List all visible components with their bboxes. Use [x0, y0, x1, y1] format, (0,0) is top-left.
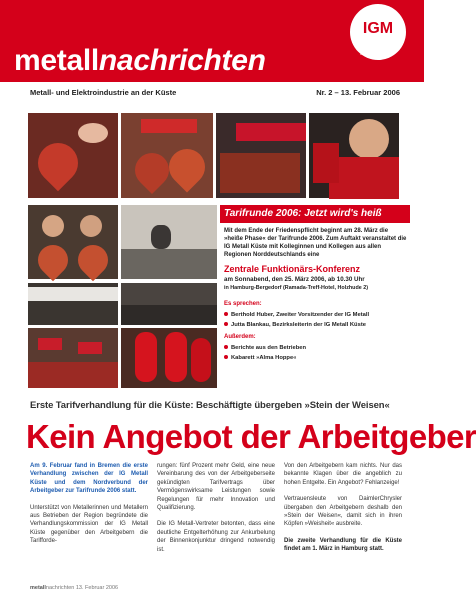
- article-paragraph: Vertrauensleute von DaimlerChrysler übergaben den Arbeitgebern deshalb den »Stein der Weisen«, damit sich in ihren Köpfen »Weisheit« ausbreite.: [284, 496, 402, 528]
- igmetall-logo: [348, 2, 410, 68]
- subline: [30, 88, 400, 97]
- photo-shape: [80, 215, 102, 237]
- article-kicker: Erste Tarifverhandlung für die Küste: Beschäftigte übergeben »Stein der Weisen«: [30, 400, 390, 411]
- photo-workers-hearts: [121, 113, 213, 198]
- photo-workers-caps: [28, 328, 118, 388]
- issue-number: Nr. 2 – 13. Februar 2006: [316, 88, 400, 97]
- photo-shape: [329, 157, 399, 199]
- photo-shape: [38, 338, 62, 350]
- infobox-lead: Mit dem Ende der Friedenspflicht beginnt am 28. März die »heiße Phase« der Tarifrunde 2006. Zum Auftakt veranstaltet die IG Metall Küste mit Kolleginnen und Kollegen aus allen Regionen Norddeutschlands eine: [224, 228, 407, 258]
- next-negotiation-note: Die zweite Verhandlung für die Küste findet am 1. März in Hamburg statt.: [284, 537, 402, 553]
- photo-shape: [162, 142, 213, 193]
- footer-text: nachrichten 13. Februar 2006: [45, 585, 119, 591]
- bezirk-line1: Bezirk: [360, 42, 380, 49]
- speaker-item: [224, 311, 408, 319]
- masthead-title: [14, 44, 266, 78]
- photo-gingerbread-hearts: [28, 113, 118, 198]
- photo-shape: [313, 143, 339, 183]
- photo-shape: [28, 362, 118, 388]
- photo-shape: [28, 287, 118, 301]
- infobox-banner: Tarifrunde 2006: Jetzt wird's heiß: [220, 205, 410, 223]
- photo-woman-red-jacket: [309, 113, 399, 198]
- photo-shape: [72, 239, 114, 281]
- photo-shape: [220, 153, 300, 193]
- bullet-icon: [224, 355, 228, 359]
- article-column-2: [157, 462, 275, 562]
- bezirk-label: [360, 42, 420, 58]
- photo-shape: [78, 342, 102, 354]
- photo-shape: [121, 305, 217, 325]
- photo-shape: [236, 123, 306, 141]
- bullet-icon: [224, 345, 228, 349]
- masthead-title-italic: nachrichten: [98, 44, 266, 77]
- extra-text: Kabarett »Alma Hoppe«: [231, 355, 297, 361]
- logo-text: IGM: [362, 20, 394, 37]
- page-footer: [30, 585, 118, 591]
- masthead-title-bold: metall: [14, 44, 99, 77]
- speaker-text: Berthold Huber, Zweiter Vorsitzender der IG Metall: [231, 312, 370, 318]
- photo-shape: [135, 332, 157, 382]
- photo-negotiation-table: [121, 205, 217, 279]
- article-lead: Am 9. Februar fand in Bremen die erste Verhandlung zwischen der IG Metall Küste und dem Nordverbund der Arbeitgeber zur Tarifrunde 2006 statt.: [30, 463, 148, 495]
- footer-brand: metall: [30, 585, 46, 591]
- photo-meeting-hall: [121, 283, 217, 325]
- article-column-1: [30, 462, 148, 554]
- subline-left: Metall- und Elektroindustrie an der Küste: [30, 88, 177, 97]
- photo-two-men-hearts: [28, 205, 118, 279]
- bezirk-line2: Küste: [360, 50, 378, 57]
- photo-shape: [30, 135, 87, 192]
- photo-shape: [349, 119, 389, 159]
- article-paragraph: rungen: fünf Prozent mehr Geld, eine neue Vereinbarung des von der Arbeitgeberseite gekündigten Tarifvertrags über Vermögenswirksame Leistungen sowie Regelungen für mehr Innovation und Qualifizierung.: [157, 463, 275, 512]
- article-headline: Kein Angebot der Arbeitgeber: [26, 418, 476, 455]
- photo-shape: [191, 338, 211, 382]
- photo-shape: [42, 215, 64, 237]
- photo-shape: [151, 225, 171, 249]
- photo-red-gloves: [121, 328, 217, 388]
- photo-shape: [165, 332, 187, 382]
- bullet-icon: [224, 322, 228, 326]
- extra-item: [224, 354, 408, 362]
- article-paragraph: Die IG Metall-Vertreter betonten, dass eine deutliche Entgelterhöhung zur Ankurbelung der Binnenkonjunktur dringend notwendig ist.: [157, 521, 275, 553]
- photo-svw-banner: [28, 283, 118, 325]
- bullet-icon: [224, 312, 228, 316]
- speaker-text: Jutta Blankau, Bezirksleiterin der IG Metall Küste: [231, 322, 366, 328]
- extra-item: [224, 344, 408, 352]
- conference-place: in Hamburg-Bergedorf (Ramada-Treff-Hotel, Holzhude 2): [224, 285, 369, 291]
- article-paragraph: Von den Arbeitgebern kam nichts. Nur das bekannte Klagen über die angeblich zu hohen Entgelte. Ein Angebot? Fehlanzeige!: [284, 463, 402, 486]
- photo-crowd-emden: [216, 113, 306, 198]
- speakers-label: Es sprechen:: [224, 301, 262, 307]
- photo-shape: [141, 119, 197, 133]
- extras-label: Außerdem:: [224, 334, 256, 340]
- extra-text: Berichte aus den Betrieben: [231, 345, 307, 351]
- conference-title: Zentrale Funktionärs-Konferenz: [224, 264, 361, 274]
- photo-shape: [121, 249, 217, 279]
- tarifrunde-infobox: [220, 205, 410, 392]
- conference-date: am Sonnabend, den 25. März 2006, ab 10.30 Uhr: [224, 276, 365, 283]
- photo-shape: [32, 239, 74, 281]
- speaker-item: [224, 321, 408, 329]
- article-paragraph: Unterstützt von Metallerinnen und Metallern aus Betrieben der Region begründete die Verhandlungskommission der IG Metall Küste gegenüber den Arbeitgebern die Tarifforde-: [30, 504, 148, 545]
- article-column-3: [284, 462, 402, 562]
- masthead: [0, 0, 424, 82]
- photo-shape: [78, 123, 108, 143]
